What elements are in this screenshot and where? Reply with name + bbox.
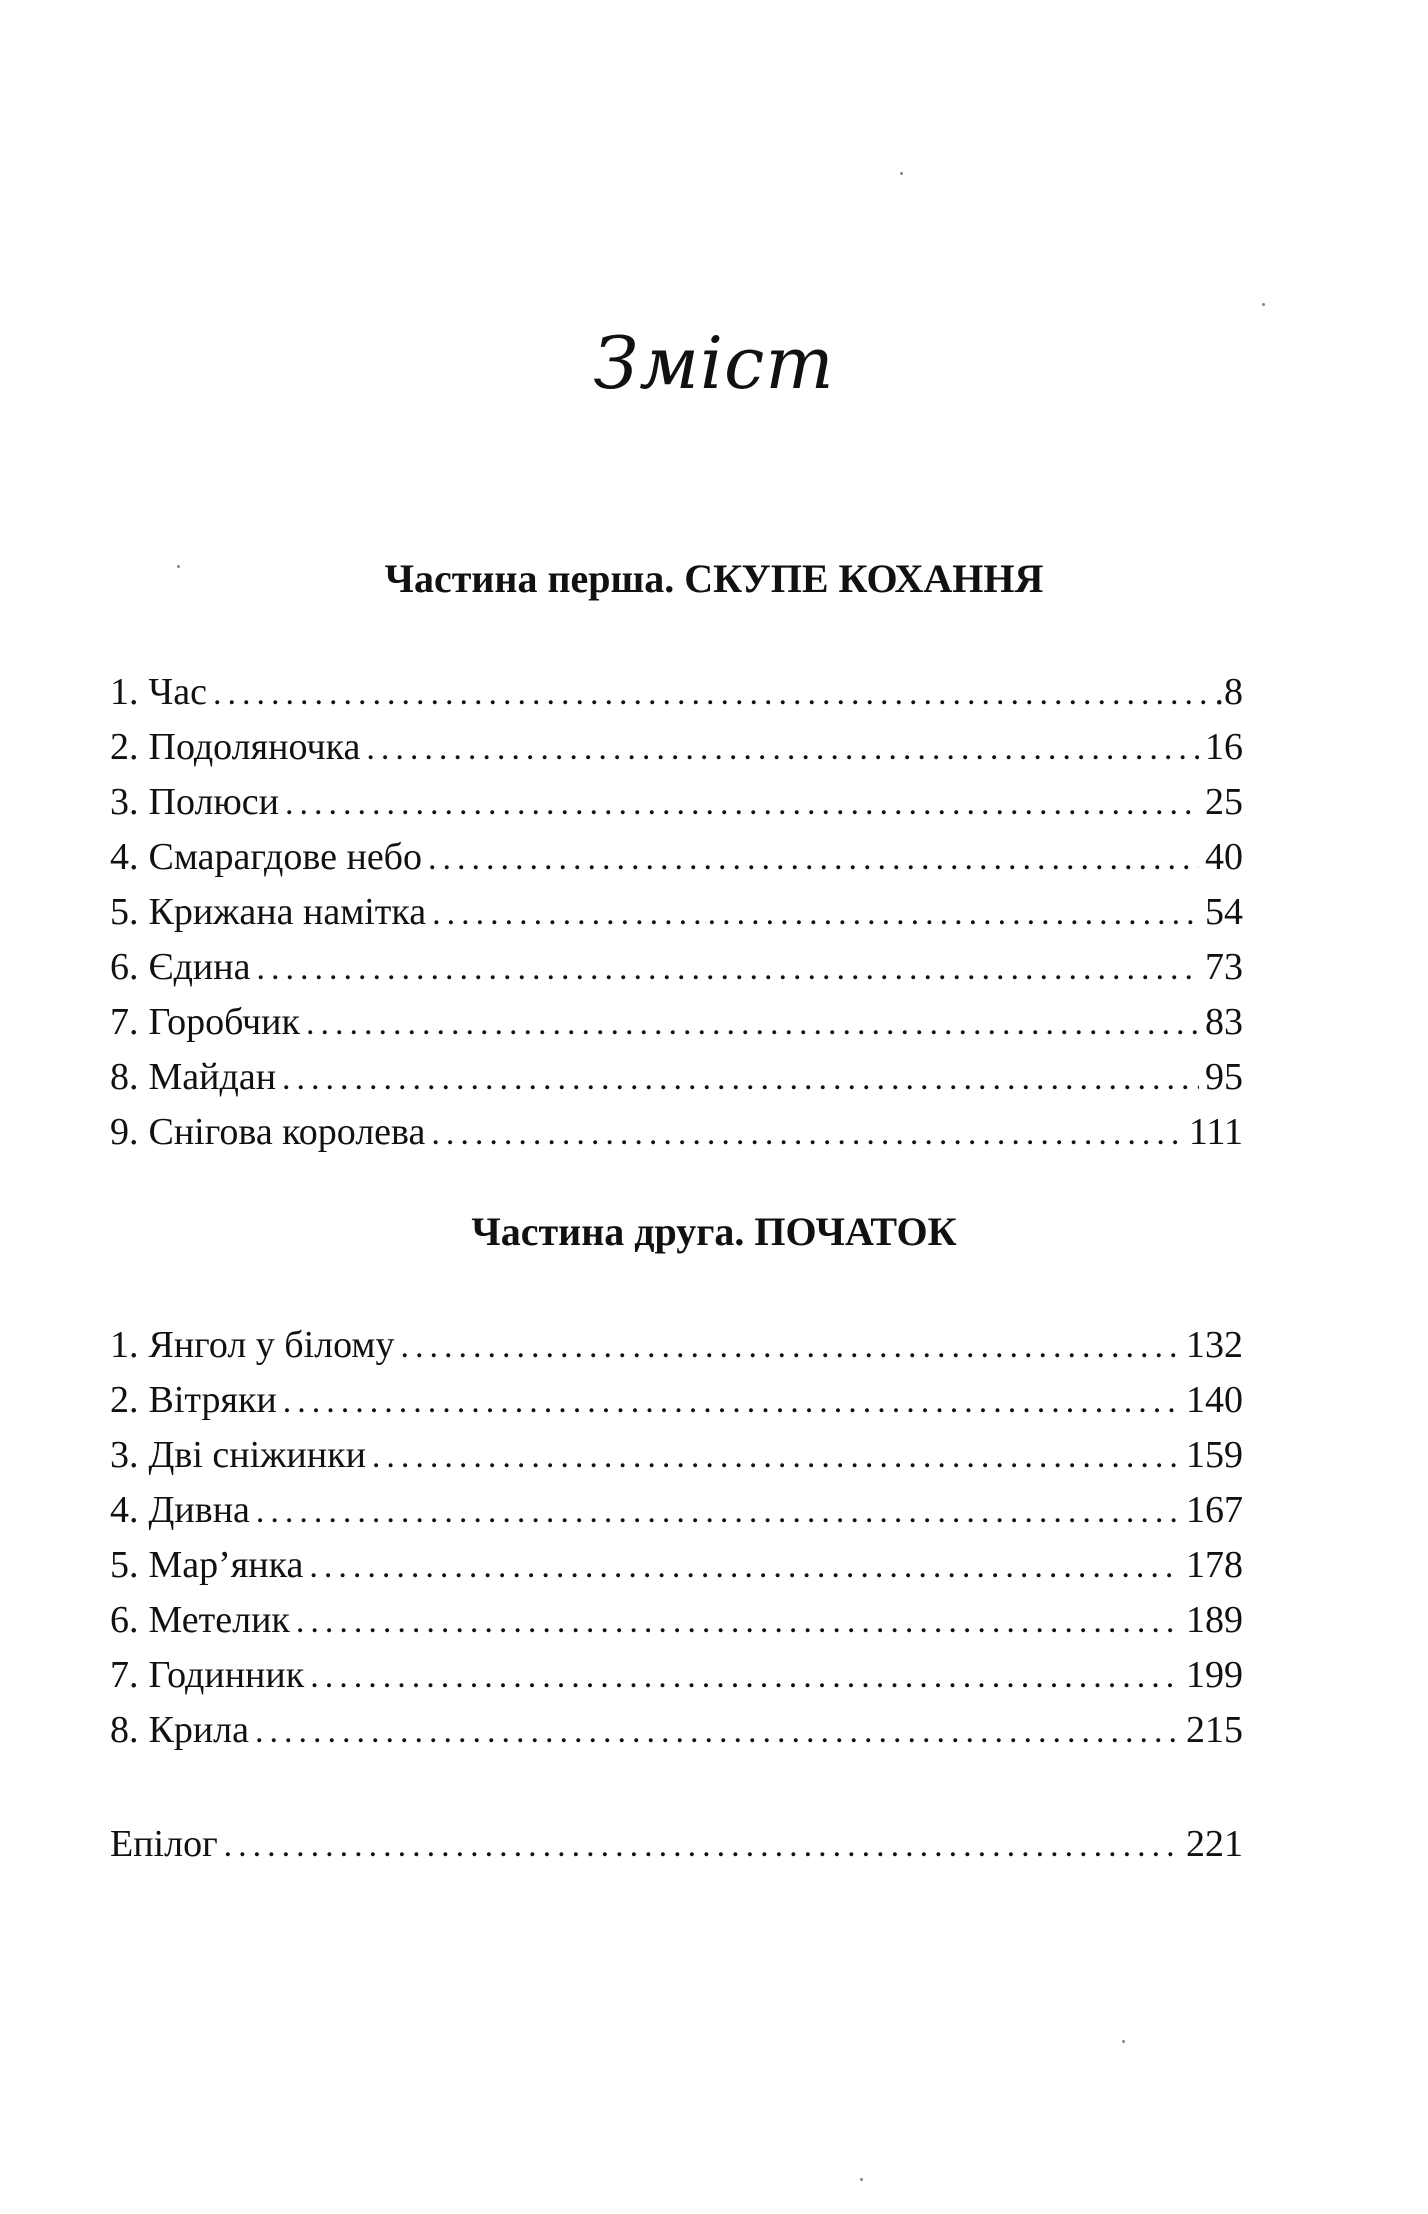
page-number: 199	[1186, 1654, 1243, 1696]
toc-entry[interactable]	[110, 1483, 1243, 1538]
chapter-number: 5.	[110, 1544, 139, 1586]
chapter-title: Полюси	[148, 781, 279, 823]
chapter-title: Подоляночка	[148, 726, 361, 768]
page-number: 159	[1186, 1434, 1243, 1476]
dot-leader	[296, 1594, 1180, 1649]
chapter-title: Горобчик	[148, 1001, 300, 1043]
dot-leader	[400, 1319, 1180, 1374]
chapter-title: Крижана намітка	[148, 891, 427, 933]
dot-leader	[283, 1374, 1180, 1429]
part-2-chapter-list	[110, 1318, 1243, 1758]
dot-leader	[366, 721, 1199, 776]
dot-leader	[256, 941, 1199, 996]
toc-entry[interactable]	[110, 1593, 1243, 1648]
dot-leader	[428, 831, 1199, 886]
toc-entry[interactable]	[110, 1373, 1243, 1428]
chapter-title: Смарагдове небо	[148, 836, 423, 878]
dot-leader	[224, 1818, 1180, 1873]
dot-leader	[285, 776, 1199, 831]
dot-leader	[372, 1429, 1180, 1484]
chapter-number: 3.	[110, 781, 139, 823]
chapter-title: Дві сніжинки	[148, 1434, 366, 1476]
chapter-title: Вітряки	[148, 1379, 277, 1421]
chapter-title: Крила	[148, 1709, 250, 1751]
toc-entry[interactable]	[110, 1538, 1243, 1593]
dot-leader	[306, 996, 1199, 1051]
page-number: 215	[1186, 1709, 1243, 1751]
page-number: 140	[1186, 1379, 1243, 1421]
page-number: 83	[1205, 1001, 1243, 1043]
chapter-title: Час	[148, 671, 207, 713]
chapter-title: Янгол у білому	[148, 1324, 395, 1366]
scan-speck	[1122, 2040, 1125, 2043]
chapter-number: 1.	[110, 671, 139, 713]
page-number: 132	[1186, 1324, 1243, 1366]
chapter-title: Годинник	[148, 1654, 305, 1696]
page-number: 54	[1205, 891, 1243, 933]
toc-entry[interactable]	[110, 1648, 1243, 1703]
chapter-number: 2.	[110, 1379, 139, 1421]
epilogue-title: Епілог	[110, 1823, 218, 1865]
toc-entry[interactable]	[110, 1428, 1243, 1483]
dot-leader	[431, 1106, 1182, 1161]
chapter-number: 8.	[110, 1709, 139, 1751]
chapter-title: Снігова королева	[148, 1111, 426, 1153]
chapter-number: 4.	[110, 836, 139, 878]
dot-leader	[309, 1539, 1180, 1594]
toc-entry[interactable]	[110, 665, 1243, 720]
page-number: .8	[1214, 671, 1243, 713]
page-number: 189	[1186, 1599, 1243, 1641]
page-number: 25	[1205, 781, 1243, 823]
chapter-number: 1.	[110, 1324, 139, 1366]
page-number: 178	[1186, 1544, 1243, 1586]
toc-entry[interactable]	[110, 995, 1243, 1050]
toc-entry[interactable]	[110, 885, 1243, 940]
page-title: Зміст	[593, 321, 835, 405]
chapter-number: 7.	[110, 1001, 139, 1043]
page-number: 167	[1186, 1489, 1243, 1531]
chapter-title: Майдан	[148, 1056, 277, 1098]
toc-entry[interactable]	[110, 1703, 1243, 1758]
chapter-number: 5.	[110, 891, 139, 933]
dot-leader	[213, 666, 1207, 721]
page-number: 40	[1205, 836, 1243, 878]
page-number: 111	[1188, 1111, 1243, 1153]
chapter-number: 2.	[110, 726, 139, 768]
toc-entry[interactable]	[110, 940, 1243, 995]
chapter-title: Дивна	[148, 1489, 250, 1531]
toc-entry[interactable]	[110, 775, 1243, 830]
chapter-number: 6.	[110, 946, 139, 988]
part-1-title: Частина перша. СКУПЕ КОХАННЯ	[384, 556, 1044, 601]
toc-entry[interactable]	[110, 720, 1243, 775]
chapter-title: Мар’янка	[148, 1544, 304, 1586]
chapter-number: 3.	[110, 1434, 139, 1476]
chapter-number: 9.	[110, 1111, 139, 1153]
page-number: 95	[1205, 1056, 1243, 1098]
scan-speck	[1262, 303, 1265, 306]
chapter-number: 6.	[110, 1599, 139, 1641]
chapter-number: 7.	[110, 1654, 139, 1696]
page-number: 221	[1186, 1823, 1243, 1865]
scan-speck	[860, 2178, 863, 2181]
part-1-chapter-list	[110, 665, 1243, 1160]
dot-leader	[255, 1704, 1180, 1759]
dot-leader	[432, 886, 1199, 941]
dot-leader	[256, 1484, 1180, 1539]
dot-leader	[310, 1649, 1180, 1704]
chapter-title: Метелик	[148, 1599, 290, 1641]
toc-entry[interactable]	[110, 1050, 1243, 1105]
chapter-number: 4.	[110, 1489, 139, 1531]
page-number: 73	[1205, 946, 1243, 988]
toc-entry[interactable]	[110, 1318, 1243, 1373]
toc-entry[interactable]	[110, 1105, 1243, 1160]
dot-leader	[282, 1051, 1199, 1106]
scan-speck	[900, 172, 903, 175]
chapter-number: 8.	[110, 1056, 139, 1098]
toc-entry-epilogue[interactable]	[110, 1817, 1243, 1872]
toc-entry[interactable]	[110, 830, 1243, 885]
epilogue-list	[110, 1817, 1243, 1872]
page-number: 16	[1205, 726, 1243, 768]
part-2-title: Частина друга. ПОЧАТОК	[471, 1209, 957, 1254]
chapter-title: Єдина	[148, 946, 251, 988]
